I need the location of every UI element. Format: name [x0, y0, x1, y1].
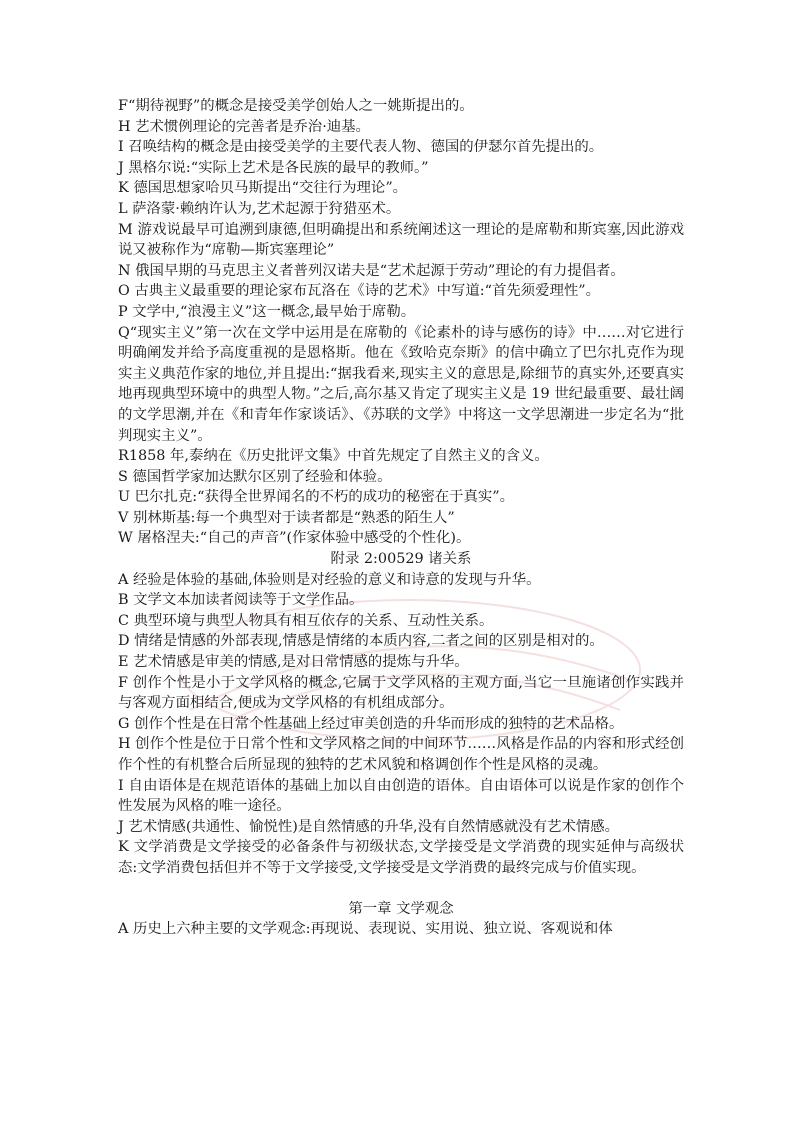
text-paragraph: F 创作个性是小于文学风格的概念,它属于文学风格的主观方面,当它一旦施诸创作实践并与客观方面相结合,便成为文学风格的有机组成部分。 [118, 674, 684, 712]
text-paragraph: H 创作个性是位于日常个性和文学风格之间的中间环节……风格是作品的内容和形式经创作个性的有机整合后所显现的独特的艺术风貌和格调创作个性是风格的灵魂。 [118, 736, 684, 773]
text-paragraph: P 文学中,“浪漫主义”这一概念,最早始于席勒。 [118, 303, 416, 320]
text-paragraph: M 游戏说最早可追溯到康德,但明确提出和系统阐述这一理论的是席勒和斯宾塞,因此游戏说又被称作为“席勒—斯宾塞理论” [118, 221, 684, 259]
notes-section-a [118, 96, 684, 549]
text-paragraph: O 古典主义最重要的理论家布瓦洛在《诗的艺术》中写道:“首先须爱理性”。 [118, 283, 601, 300]
text-paragraph: I 召唤结构的概念是由接受美学的主要代表人物、德国的伊瑟尔首先提出的。 [118, 139, 604, 156]
text-paragraph: G 创作个性是在日常个性基础上经过审美创造的升华而形成的独特的艺术品格。 [118, 715, 624, 732]
text-paragraph: S 德国哲学家加达默尔区别了经验和体验。 [118, 468, 392, 485]
chapter-section [118, 919, 684, 940]
text-paragraph: I 自由语体是在规范语体的基础上加以自由创造的语体。自由语体可以说是作家的创作个性发展为风格的唯一途径。 [118, 777, 684, 815]
text-paragraph: Q“现实主义”第一次在文学中运用是在席勒的《论素朴的诗与感伤的诗》中……对它进行明确阐发并给予高度重视的是恩格斯。他在《致哈克奈斯》的信中确立了巴尔扎克作为现实主义典范作家的地位,并且提出:“据我看来,现实主义的意思是,除细节的真实外,还要真实地再现典型环境中的典型人物。”之后,高尔基又肯定了现实主义是 19 世纪最重要、最壮阔的文学思潮,并在《和青年作家谈话》、《苏联的文学》中将这一文学思潮进一步定名为“批判现实主义”。 [118, 324, 684, 444]
text-paragraph: D 情绪是情感的外部表现,情感是情绪的本质内容,二者之间的区别是相对的。 [118, 633, 604, 650]
text-paragraph: E 艺术情感是审美的情感,是对日常情感的提炼与升华。 [118, 654, 469, 671]
text-paragraph: H 艺术惯例理论的完善者是乔治·迪基。 [118, 118, 370, 135]
text-paragraph: V 别林斯基:每一个典型对于读者都是“熟悉的陌生人” [118, 509, 455, 526]
document-body [118, 96, 684, 940]
text-paragraph: K 文学消费是文学接受的必备条件与初级状态,文学接受是文学消费的现实延伸与高级状态:文学消费包括但并不等于文学接受,文学接受是文学消费的最终完成与价值实现。 [118, 839, 684, 876]
text-paragraph: L 萨洛蒙·赖纳许认为,艺术起源于狩猎巫术。 [118, 200, 401, 217]
text-paragraph: J 黑格尔说:“实际上艺术是各民族的最早的教师。” [118, 159, 429, 176]
text-paragraph: U 巴尔扎克:“获得全世界闻名的不朽的成功的秘密在于真实”。 [118, 489, 515, 506]
text-paragraph: F“期待视野”的概念是接受美学创始人之一姚斯提出的。 [118, 98, 474, 114]
text-paragraph: W 屠格涅夫:“自己的声音”(作家体验中感受的个性化)。 [118, 530, 471, 547]
chapter-heading: 第一章 文学观念 [348, 900, 454, 917]
text-paragraph: R1858 年,泰纳在《历史批评文集》中首先规定了自然主义的含义。 [118, 448, 549, 465]
appendix-heading: 附录 2:00529 诸关系 [330, 551, 472, 568]
relations-section [118, 570, 684, 879]
text-paragraph: N 俄国早期的马克思主义者普列汉诺夫是“艺术起源于劳动”理论的有力提倡者。 [118, 262, 625, 279]
text-paragraph: B 文学文本加读者阅读等于文学作品。 [118, 592, 364, 609]
text-paragraph: K 德国思想家哈贝马斯提出“交往行为理论”。 [118, 180, 408, 197]
text-paragraph: J 艺术情感(共通性、愉悦性)是自然情感的升华,没有自然情感就没有艺术情感。 [118, 818, 620, 835]
text-paragraph: C 典型环境与典型人物具有相互依存的关系、互动性关系。 [118, 612, 494, 629]
text-paragraph: A 历史上六种主要的文学观念:再现说、表现说、实用说、独立说、客观说和体 [118, 921, 613, 938]
text-paragraph: A 经验是体验的基础,体验则是对经验的意义和诗意的发现与升华。 [118, 571, 541, 588]
